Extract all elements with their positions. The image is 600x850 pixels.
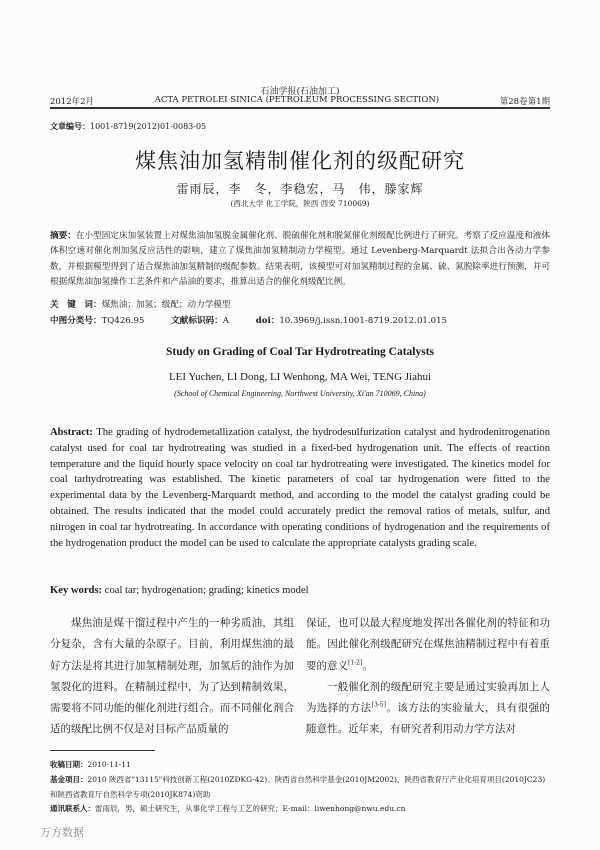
authors-cn: 雷雨辰，李 冬，李稳宏，马 伟，滕家辉 — [176, 182, 424, 196]
body-paragraph — [306, 613, 550, 677]
journal-name-en: ACTA PETROLEI SINICA (PETROLEUM PROCESSING SECTION) — [154, 95, 440, 105]
keywords-en — [50, 585, 309, 596]
footnote-fund — [50, 773, 550, 802]
doi-label: doi： — [255, 316, 280, 326]
contact-text: 雷雨辰，男，硕士研究生，从事化学工程与工艺的研究；E-mail：liwenhong@nwu.edu.cn — [95, 804, 406, 813]
fund-text: 2010 陕西省"13115"科技创新工程(2010ZDKG-42)、陕西省自然科学基金(2010JM2002)、陕西省教育厅产业化培育项目(2010JC23)和陕西省教育厅自然科学专项(2010JK874)资助 — [50, 775, 546, 799]
footnote-contact — [50, 802, 550, 817]
fund-label: 基金项目： — [50, 775, 88, 784]
title-en: Study on Grading of Coal Tar Hydrotreating Catalysts — [165, 346, 435, 358]
article-number — [50, 121, 206, 132]
citation[interactable]: [3-5] — [371, 701, 386, 709]
keywords-cn-text: 煤焦油；加氢；级配；动力学模型 — [101, 300, 231, 310]
header-rule — [50, 107, 550, 109]
running-header — [50, 95, 550, 107]
abstract-cn — [50, 229, 550, 291]
footnote-rule — [50, 750, 155, 751]
body-column-right — [306, 613, 550, 741]
keywords-cn — [50, 298, 550, 310]
clc-label: 中图分类号： — [50, 316, 102, 326]
classification-line — [50, 314, 550, 326]
article-number-value: 1001-8719(2012)01-0083-05 — [90, 122, 207, 131]
body-text: 保证，也可以最大程度地发挥出各催化剂的特征和功能。因此催化剂级配研究在煤焦油精制过程中有着重要的意义 — [306, 617, 550, 672]
watermark: 万方数据 — [40, 826, 84, 839]
received-label: 收稿日期： — [50, 760, 88, 769]
received-date: 2010-11-11 — [87, 760, 131, 769]
citation[interactable]: [1-2] — [348, 659, 363, 667]
keywords-en-label: Key words: — [50, 585, 103, 596]
issue-date: 2012年2月 — [50, 97, 95, 107]
abstract-en — [50, 425, 550, 551]
abstract-cn-text: 在小型固定床加氢装置上对煤焦油加氢脱金属催化剂、脱硫催化剂和脱氮催化剂级配比例进行了研究。考察了反应温度和液体体积空速对催化剂加氢反应活性的影响，建立了煤焦油加氢精制动力学模型。通过 Levenberg-Marquardt 法拟合出各动力学参数，并根据模型得到了适合煤焦油加氢精制的级配参数。结果表明，该模型可对加氢精制过程的金属、硫、氮脱除率进行预测，并可根据煤焦油加氢操作工艺条件和产品油的要求，推算出适合的催化剂级配比例。 — [50, 231, 550, 288]
body-column-left — [50, 613, 294, 741]
title-cn: 煤焦油加氢精制催化剂的级配研究 — [135, 149, 465, 173]
contact-label: 通讯联系人： — [50, 804, 95, 813]
doc-code-value: A — [222, 316, 229, 326]
abstract-cn-label: 摘要： — [50, 231, 76, 241]
abstract-en-label: Abstract: — [50, 427, 93, 438]
affiliation-en: (School of Chemical Engineering, Northwest University, Xi'an 710069, China) — [174, 389, 426, 398]
article-number-label: 文章编号： — [50, 121, 90, 131]
abstract-en-text: The grading of hydrodemetallization catalyst, the hydrodesulfurization catalyst and hydrodenitrogenation catalyst used for coal tar hydrotreating was studied in a fixed-bed hydrogenation unit. The effects of reaction temperature and the liquid hourly space velocity on coal tar hydrotreating were investigated. The kinetics model for coal tarhydrotreating was established. The kinetic parameters of coal tar hydrogenation were fitted to the experimental data by the Levenberg-Marquardt method, and according to the model the catalyst grading could be obtained. The results indicated that the model could accurately predict the removal ratios of metals, sulfur, and nitrogen in coal tar hydrotreating. In accordance with operating conditions of hydrogenation and the requirements of the hydrogenation product the model can be used to calculate the appropriate catalysts grading scale. — [50, 427, 550, 549]
keywords-en-text: coal tar; hydrogenation; grading; kinetics model — [104, 585, 309, 596]
body-paragraph: 煤焦油是煤干馏过程中产生的一种劣质油，其组分复杂，含有大量的杂原子。目前，利用煤焦油的最好方法是将其进行加氢精制处理，加氢后的油作为加氢裂化的进料。在精制过程中，为了达到精制效果，需要将不同功能的催化剂进行组合。而不同催化剂合适的级配比例不仅是对目标产品质量的 — [50, 617, 294, 736]
body-text: 。该方法的实验量大，具有很强的随意性。近年来，有研究者利用动力学方法对 — [306, 702, 551, 736]
clc-value: TQ426.95 — [101, 316, 145, 326]
affiliation-cn: (西北大学 化工学院，陕西 西安 710069) — [230, 199, 370, 208]
authors-en: LEI Yuchen, LI Dong, LI Wenhong, MA Wei, TENG Jiahui — [168, 371, 432, 383]
doi-value: 10.3969/j.issn.1001-8719.2012.01.015 — [279, 316, 448, 326]
doc-code-label: 文献标识码： — [171, 316, 223, 326]
footnote-received — [50, 758, 550, 773]
keywords-cn-label: 关 键 词： — [50, 300, 102, 310]
volume-issue: 第28卷第1期 — [499, 97, 550, 107]
body-paragraph — [306, 677, 550, 741]
journal-name-cn: 石油学报(石油加工) — [260, 87, 340, 97]
body-text: 。 — [362, 659, 373, 672]
body-text: 一般催化剂的级配研究主要是通过实验再加上人为选择的方法 — [306, 680, 550, 715]
